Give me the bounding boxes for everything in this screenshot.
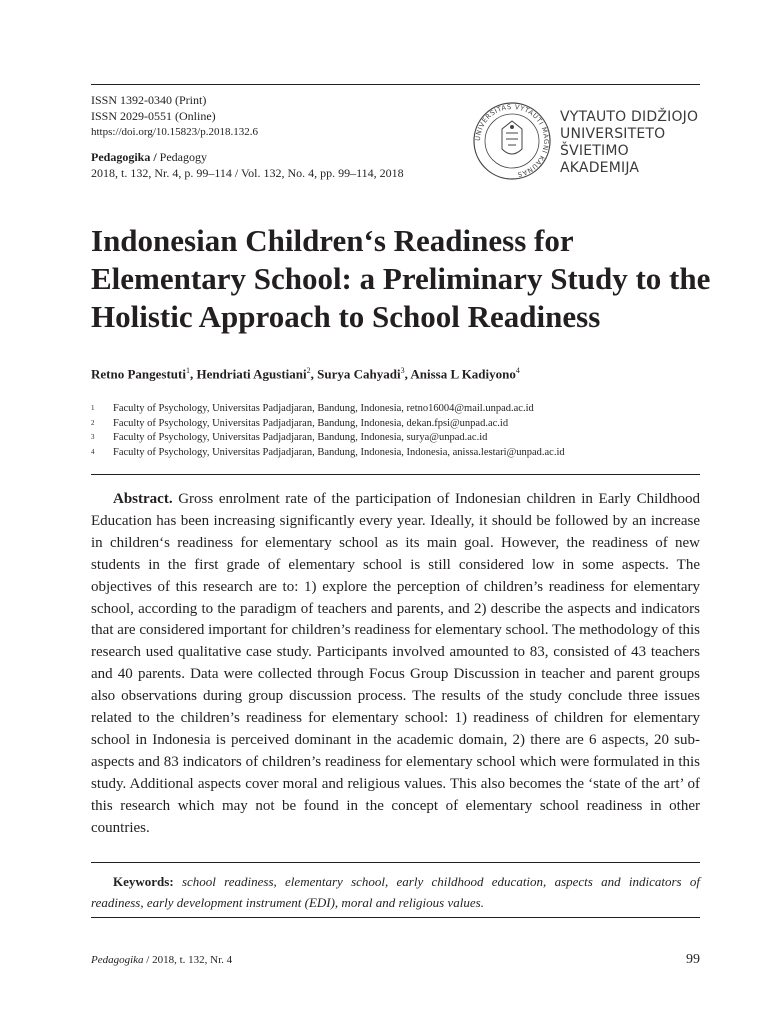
- affiliation-text: Faculty of Psychology, Universitas Padjadjaran, Bandung, Indonesia, dekan.fpsi@unpad.ac.id: [113, 417, 509, 429]
- affiliation-number: 1: [91, 404, 95, 412]
- university-name-line: AKADEMIJA: [560, 160, 640, 176]
- affiliation-text: Faculty of Psychology, Universitas Padjadjaran, Bandung, Indonesia, retno16004@mail.unpad.ac.id: [113, 403, 534, 414]
- top-rule: [91, 84, 700, 85]
- author-name: Surya Cahyadi: [317, 366, 401, 382]
- journal-name-english: Pedagogy: [156, 150, 207, 164]
- affiliation-list: [91, 402, 711, 460]
- author-affil-mark: 3: [400, 366, 405, 375]
- issn-online: ISSN 2029-0551 (Online): [91, 109, 216, 123]
- seal-text: UNIVERSITAS VYTAUTI MAGNI KAUNAS: [473, 102, 551, 179]
- university-name-line: VYTAUTO DIDŽIOJO: [560, 109, 699, 125]
- affiliation-number: 2: [91, 418, 95, 427]
- doi-link[interactable]: https://doi.org/10.15823/p.2018.132.6: [91, 126, 258, 138]
- author-affil-mark: 4: [515, 366, 520, 375]
- keywords-text: school readiness, elementary school, early childhood education, aspects and indicators of readiness, early development instrument (EDI), moral and religious values.: [91, 874, 700, 910]
- journal-name-bold: Pedagogika /: [91, 150, 157, 164]
- page-number: 99: [686, 952, 700, 967]
- footer-journal: Pedagogika: [91, 954, 144, 966]
- citation-line: 2018, t. 132, Nr. 4, p. 99–114 / Vol. 132, No. 4, pp. 99–114, 2018: [91, 166, 404, 180]
- university-name-line: UNIVERSITETO: [560, 126, 666, 142]
- affiliation-item: [91, 402, 711, 417]
- affiliation-item: [91, 431, 711, 446]
- journal-name: [91, 149, 404, 165]
- keywords-bottom-rule: [91, 917, 700, 918]
- author-affil-mark: 2: [306, 366, 311, 375]
- issn-print: ISSN 1392-0340 (Print): [91, 93, 207, 107]
- running-footer: [91, 954, 232, 966]
- author-name: Retno Pangestuti: [91, 366, 186, 382]
- footer-issue: / 2018, t. 132, Nr. 4: [143, 954, 233, 966]
- abstract: [91, 489, 700, 840]
- abstract-text: Gross enrolment rate of the participation of Indonesian children in Early Childhood Education has been increasing significantly every year. Ideally, it should be followed by an increase in children‘s readiness for elementary school as its main goal. However, the readiness of new students in the first grade of elementary school is still considered low in some aspects. The objectives of this research are to: 1) explore the perception of children’s readiness for elementary school, according to the paradigm of teachers and parents, and 2) describe the aspects and indicators that are considered important for children’s readiness for elementary school. The methodology of this research used qualitative case study. Participants involved amounted to 83, consisted of 43 teachers and 40 parents. Data were collected through Focus Group Discussion in teacher and parent groups also observations during group discussion process. The results of the study conclude three issues related to the children’s readiness for elementary school: 1) readiness of children for elementary school in Indonesia is perceived dominant in the academic domain, 2) there are 6 aspects, 20 sub-aspects and 83 indicators of children’s readiness for elementary school which were formulated in this study. Additional aspects cover moral and religious values. This also becomes the ‘state of the art’ of this research which may not be found in the concept of elementary school readiness in other countries.: [91, 491, 701, 836]
- university-seal-icon: [472, 101, 552, 181]
- journal-header: [91, 92, 404, 181]
- article-title: Indonesian Children‘s Readiness for Elementary School: a Preliminary Study to the Holistic Approach to School Readiness: [91, 223, 711, 334]
- affiliation-rule: [91, 474, 700, 475]
- affiliation-text: Faculty of Psychology, Universitas Padjadjaran, Bandung, Indonesia, surya@unpad.ac.id: [113, 432, 488, 443]
- affiliation-item: [91, 446, 711, 461]
- keywords-top-rule: [91, 862, 700, 863]
- university-name: [560, 109, 698, 177]
- abstract-label: Abstract.: [113, 491, 173, 507]
- keywords-label: Keywords:: [113, 874, 174, 889]
- author-affil-mark: 1: [185, 366, 190, 375]
- author-name: Anissa L Kadiyono: [410, 366, 516, 382]
- affiliation-number: 4: [91, 447, 95, 456]
- university-name-line: ŠVIETIMO: [560, 143, 629, 159]
- affiliation-text: Faculty of Psychology, Universitas Padjadjaran, Bandung, Indonesia, Indonesia, anissa.lestari@unpad.ac.id: [113, 446, 565, 458]
- author-list: Retno Pangestuti$^1$, Hendriati Agustiani$^2$, Surya Cahyadi$^3$, Anissa L Kadiyono$^4$: [91, 366, 520, 382]
- affiliation-item: [91, 417, 711, 432]
- keywords: [91, 871, 700, 913]
- author-name: Hendriati Agustiani: [196, 366, 307, 382]
- affiliation-number: 3: [91, 433, 95, 441]
